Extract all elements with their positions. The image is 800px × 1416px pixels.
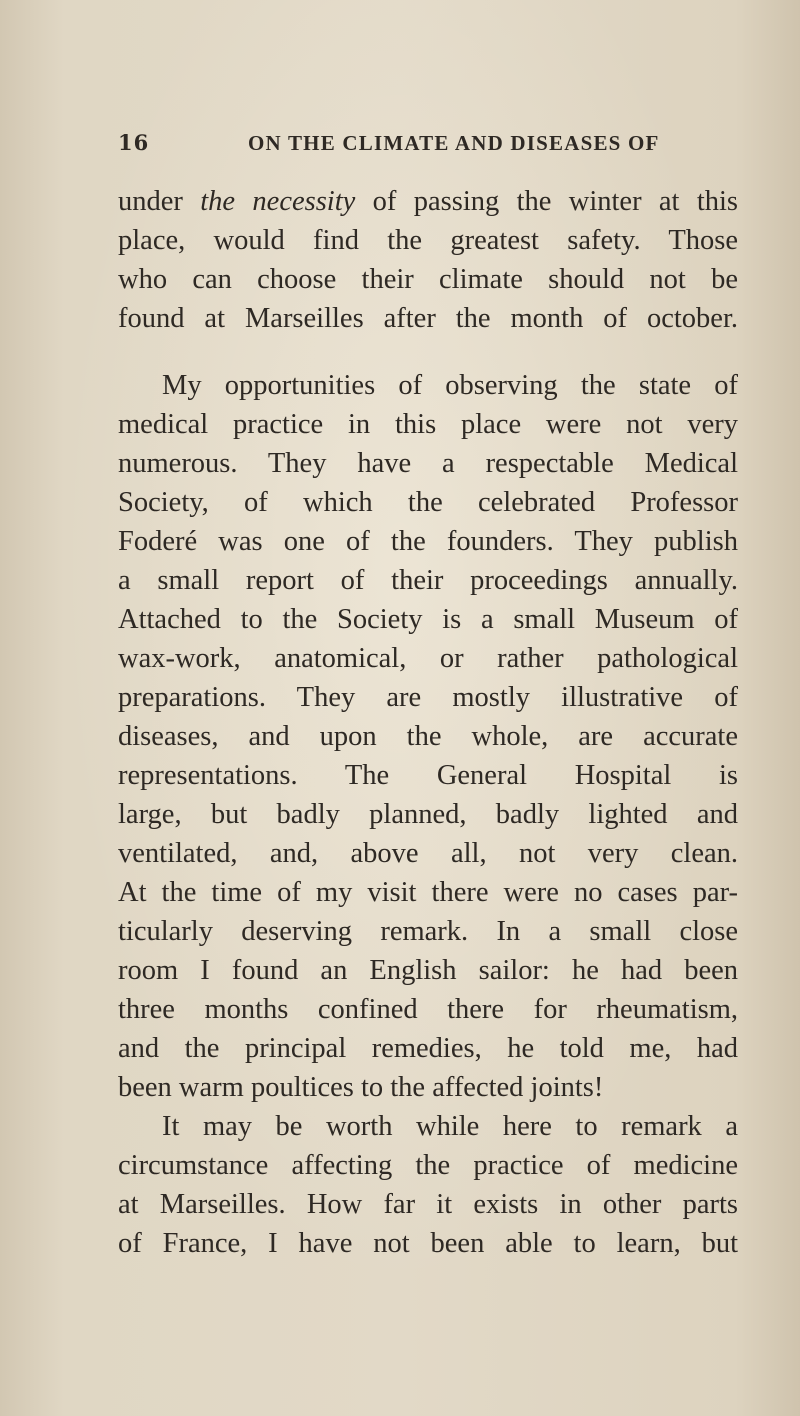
text-line: been warm poultices to the affected joints! (118, 1072, 604, 1103)
text-line: of France, I have not been able to learn, but (118, 1228, 738, 1259)
page-number: 16 (118, 130, 150, 155)
text-line: diseases, and upon the whole, are accurate (118, 721, 738, 752)
text-line: found at Marseilles after the month of october. (118, 303, 738, 334)
text-line: preparations. They are mostly illustrative of (118, 682, 738, 713)
text-line: wax-work, anatomical, or rather pathological (118, 643, 738, 674)
text-line: numerous. They have a respectable Medical (118, 448, 738, 479)
text-line: large, but badly planned, badly lighted and (118, 799, 738, 830)
text-line: room I found an English sailor: he had been (118, 955, 738, 986)
text-line: Attached to the Society is a small Museum of (118, 604, 738, 635)
italic-phrase: the necessity (200, 186, 356, 217)
text-line: My opportunities of observing the state of (162, 370, 738, 401)
running-head (118, 130, 738, 160)
text-fragment: of passing the winter at this (355, 186, 739, 217)
paragraph-1 (118, 182, 738, 338)
text-line: circumstance affecting the practice of medicine (118, 1150, 738, 1181)
text-line: at Marseilles. How far it exists in other parts (118, 1189, 738, 1220)
text-line: ventilated, and, above all, not very clean. (118, 838, 738, 869)
text-line: representations. The General Hospital is (118, 760, 738, 791)
text-line: who can choose their climate should not be (118, 264, 738, 295)
text-line: a small report of their proceedings annually. (118, 565, 738, 596)
text-line: three months confined there for rheumatism, (118, 994, 738, 1025)
text-line (118, 182, 738, 221)
body-text (118, 182, 738, 1263)
paragraph-2 (118, 366, 738, 1107)
text-line: place, would find the greatest safety. Those (118, 225, 738, 256)
text-line: and the principal remedies, he told me, had (118, 1033, 738, 1064)
text-fragment: under (118, 186, 201, 217)
text-line: It may be worth while here to remark a (162, 1111, 738, 1142)
text-line: Foderé was one of the founders. They publish (118, 526, 738, 557)
paragraph-3 (118, 1107, 738, 1263)
text-line: Society, of which the celebrated Professor (118, 487, 738, 518)
text-line: medical practice in this place were not very (118, 409, 738, 440)
text-line: ticularly deserving remark. In a small close (118, 916, 738, 947)
running-head-title: ON THE CLIMATE AND DISEASES OF (248, 131, 660, 155)
text-line: At the time of my visit there were no cases par- (118, 877, 738, 908)
